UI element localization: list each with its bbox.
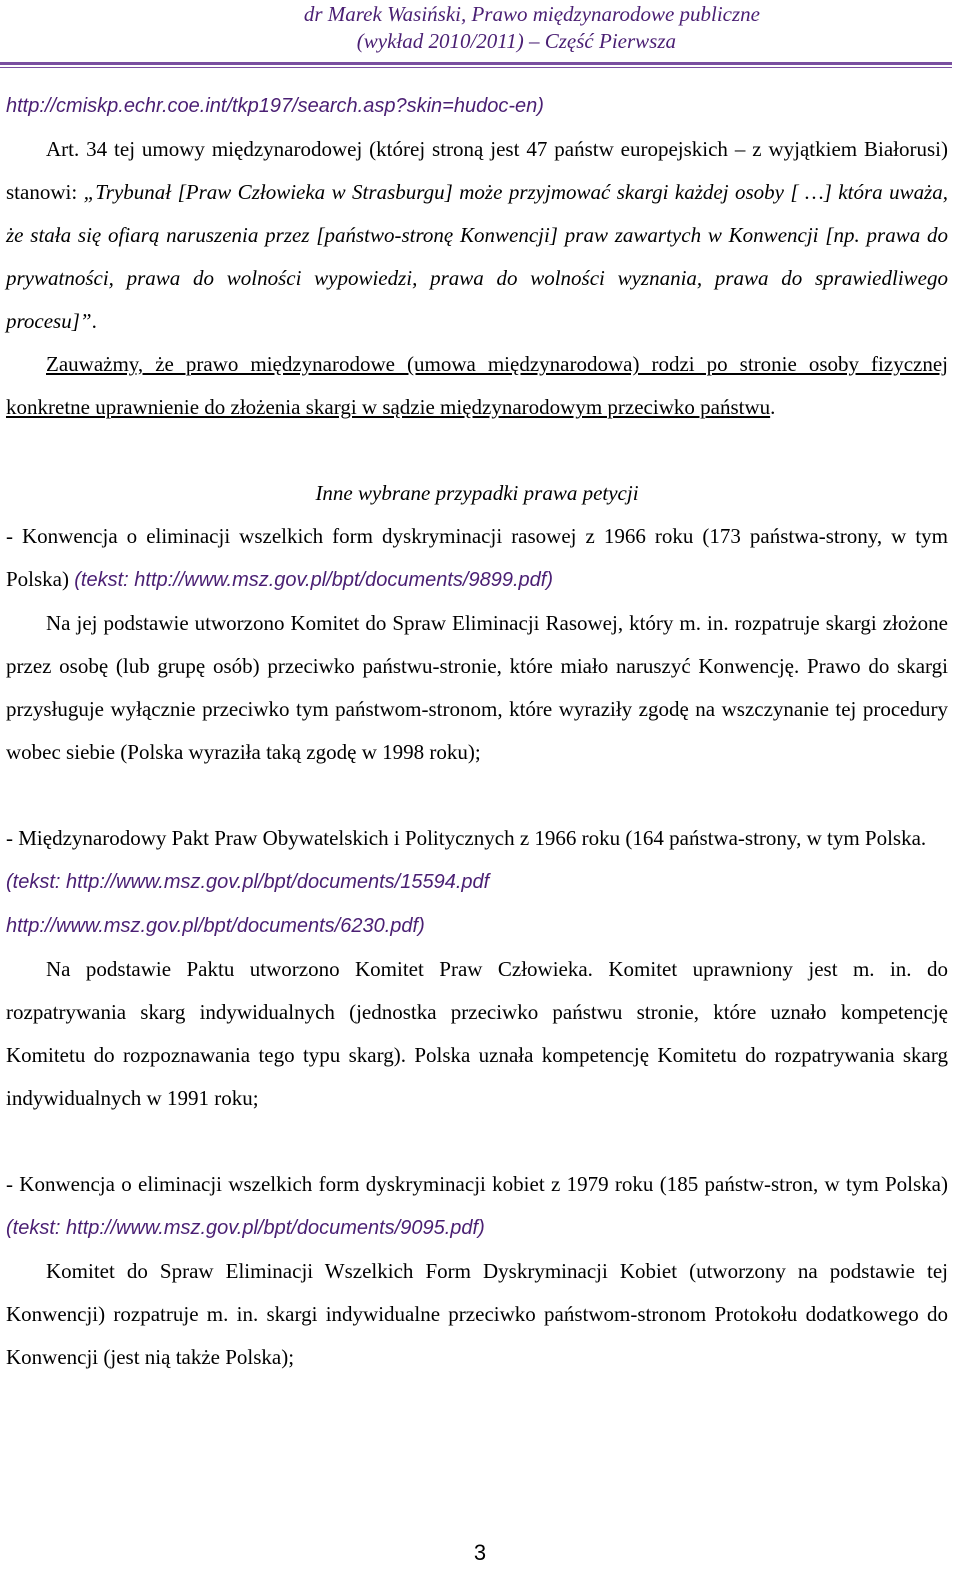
item2-description: Na podstawie Paktu utworzono Komitet Praw Człowieka. Komitet uprawniony jest m. in. do rozpatrywania skarg indywidualnych (jednostka przeciwko państwu stronie, które uznało kompetencję Komitetu do rozpoznawania tego typu skarg). Polska uznała kompetencję Komitetu do rozpatrywania skarg indywidualnych w 1991 roku; — [6, 957, 948, 1110]
url-line — [6, 84, 948, 128]
item2-paragraph: - Międzynarodowy Pakt Praw Obywatelskich i Politycznych z 1966 roku (164 państwa-strony, w tym Polska. — [6, 826, 927, 850]
note-paragraph — [6, 343, 948, 429]
section-title: Inne wybrane przypadki prawa petycji — [315, 481, 639, 505]
art34-quote: „Trybunał [Praw Człowieka w Strasburgu] może przyjmować skargi każdej osoby [ …] która uważa, że stała się ofiarą naruszenia przez [państwo-stronę Konwencji] praw zawartych w Konwencji [np. prawa do prywatności, prawa do wolności wypowiedzi, prawa do wolności wyznania, prawa do sprawiedliwego procesu]” — [6, 180, 948, 333]
note-end: . — [770, 395, 776, 419]
item3-paragraph — [6, 1163, 948, 1250]
header-rule-thick — [0, 62, 952, 65]
item1-link[interactable]: (tekst: http://www.msz.gov.pl/bpt/documents/9899.pdf) — [74, 569, 553, 591]
item3-link[interactable]: (tekst: http://www.msz.gov.pl/bpt/documents/9095.pdf) — [6, 1217, 485, 1239]
page-number: 3 — [473, 1540, 487, 1565]
document-body — [6, 84, 948, 1379]
item2-link1[interactable]: (tekst: http://www.msz.gov.pl/bpt/documents/15594.pdf — [6, 871, 490, 893]
art34-intro: Art. 34 tej umowy międzynarodowej (której stroną jest 47 państw europejskich – z wyjątkiem Białorusi) stanowi: — [6, 137, 948, 204]
spacer — [6, 774, 948, 817]
page-header — [0, 0, 960, 64]
spacer — [6, 429, 948, 472]
item2-link2-line — [6, 904, 948, 948]
item2-link2[interactable]: http://www.msz.gov.pl/bpt/documents/6230.pdf) — [6, 915, 425, 937]
item2-link1-line — [6, 860, 948, 904]
art34-paragraph — [6, 128, 948, 343]
spacer — [6, 1120, 948, 1163]
header-author-title: dr Marek Wasiński, Prawo międzynarodowe publiczne — [303, 2, 760, 26]
item3-description: Komitet do Spraw Eliminacji Wszelkich Form Dyskryminacji Kobiet (utworzony na podstawie tej Konwencji) rozpatruje m. in. skargi indywidualne przeciwko państwom-stronom Protokołu dodatkowego do Konwencji (jest nią także Polska); — [6, 1259, 948, 1369]
header-lecture-part: (wykład 2010/2011) – Część Pierwsza — [356, 29, 676, 53]
hudoc-link[interactable]: http://cmiskp.echr.coe.int/tkp197/search.asp?skin=hudoc-en) — [6, 95, 544, 117]
item1-paragraph — [6, 515, 948, 602]
note-underlined: Zauważmy, że prawo międzynarodowe (umowa międzynarodowa) rodzi po stronie osoby fizycznej konkretne uprawnienie do złożenia skargi w sądzie międzynarodowym przeciwko państwu — [6, 352, 948, 419]
item1-description: Na jej podstawie utworzono Komitet do Spraw Eliminacji Rasowej, który m. in. rozpatruje skargi złożone przez osobę (lub grupę osób) przeciwko państwu-stronie, które miało naruszyć Konwencję. Prawo do skargi przysługuje wyłącznie przeciwko tym państwom-stronom, które wyraziły zgodę na wszczynanie tej procedury wobec siebie (Polska wyraziła taką zgodę w 1998 roku); — [6, 611, 948, 764]
item1-text: - Konwencja o eliminacji wszelkich form dyskryminacji rasowej z 1966 roku (173 państwa-strony, w tym Polska) — [6, 524, 948, 591]
header-rule-thin — [0, 67, 952, 68]
art34-end: . — [91, 309, 97, 333]
item3-text: - Konwencja o eliminacji wszelkich form dyskryminacji kobiet z 1979 roku (185 państw-stron, w tym Polska) — [6, 1172, 948, 1196]
